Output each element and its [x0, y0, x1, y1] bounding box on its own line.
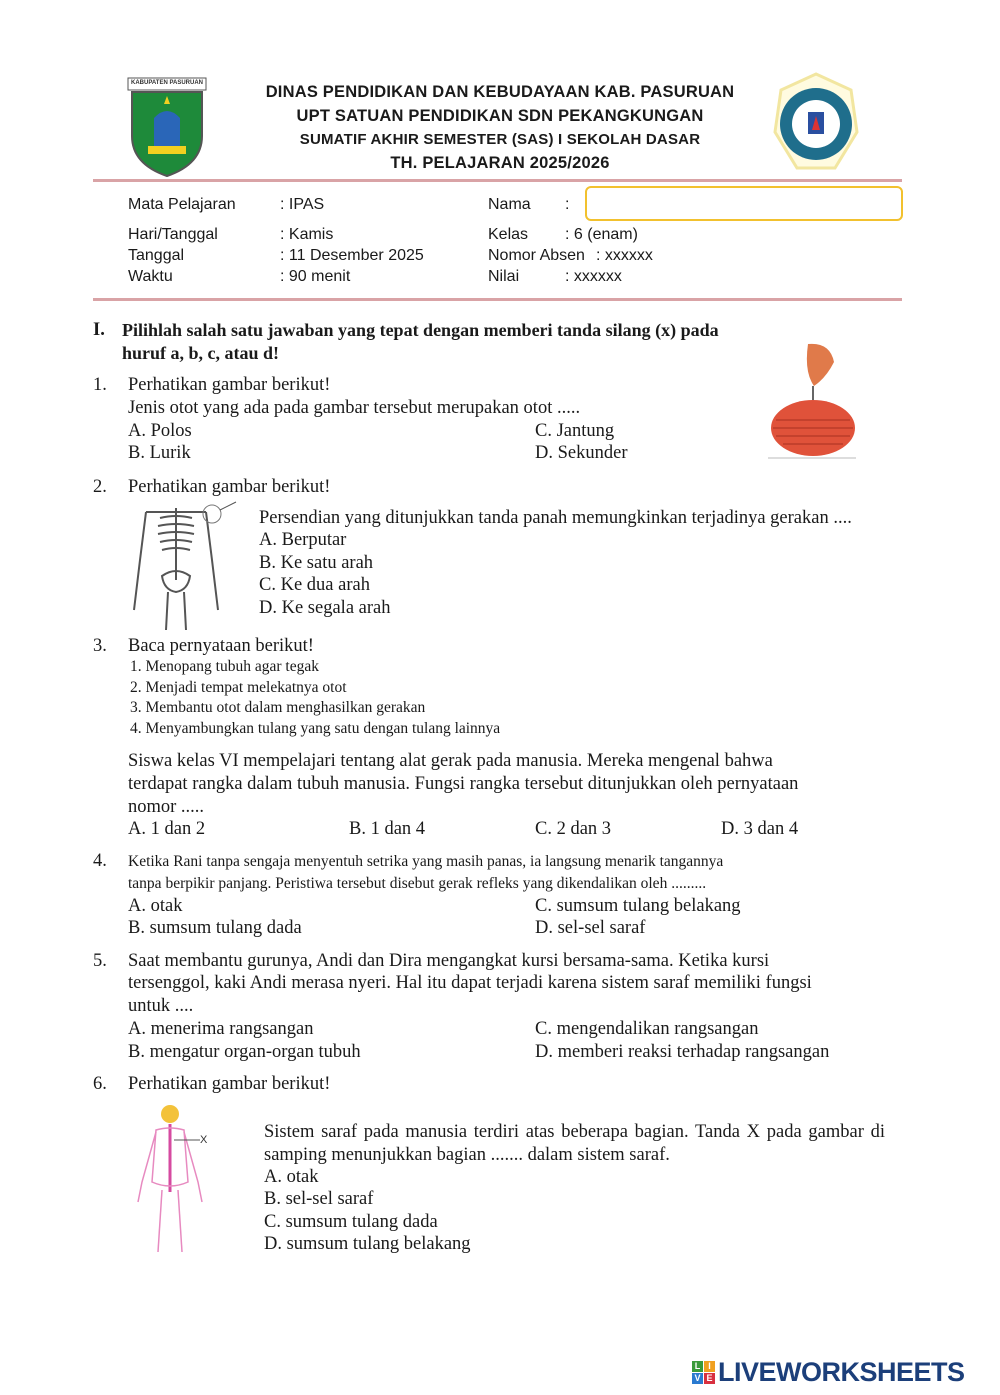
muscle-image: [768, 342, 858, 460]
q2-line: Persendian yang ditunjukkan tanda panah memungkinkan terjadinya gerakan ....: [259, 508, 852, 528]
q2-option-b[interactable]: B. Ke satu arah: [259, 553, 374, 573]
q1-option-d[interactable]: D. Sekunder: [535, 443, 628, 463]
q1-option-a[interactable]: A. Polos: [128, 421, 192, 441]
q3-statement: 3. Membantu otot dalam menghasilkan gerakan: [130, 699, 426, 716]
q1-line: Perhatikan gambar berikut!: [128, 375, 331, 395]
live-badge-icon: [692, 1361, 715, 1384]
header-line-4: TH. PELAJARAN 2025/2026: [390, 154, 610, 172]
badge-letter: I: [704, 1361, 715, 1372]
q5-option-c[interactable]: C. mengendalikan rangsangan: [535, 1019, 759, 1039]
kelas-value: : 6 (enam): [565, 226, 638, 243]
brand-name: LIVEWORKSHEETS: [718, 1357, 965, 1387]
q6-option-d[interactable]: D. sumsum tulang belakang: [264, 1234, 471, 1254]
q2-number: 2.: [93, 477, 107, 497]
nervous-system-image: [134, 1102, 218, 1258]
q3-line: Siswa kelas VI mempelajari tentang alat gerak pada manusia. Mereka mengenal bahwa: [128, 751, 773, 771]
q3-number: 3.: [93, 636, 107, 656]
hari-value: : Kamis: [280, 226, 334, 243]
section-number: I.: [93, 320, 105, 340]
q5-line: Saat membantu gurunya, Andi dan Dira mengangkat kursi bersama-sama. Ketika kursi: [128, 951, 770, 971]
nilai-value: : xxxxxx: [565, 268, 622, 285]
q1-line: Jenis otot yang ada pada gambar tersebut merupakan otot .....: [128, 398, 581, 418]
badge-letter: V: [692, 1373, 703, 1384]
q2-line: Perhatikan gambar berikut!: [128, 477, 331, 497]
q3-line: terdapat rangka dalam tubuh manusia. Fungsi rangka tersebut ditunjukkan oleh pernyataan: [128, 774, 799, 794]
tanggal-value: : 11 Desember 2025: [280, 247, 424, 264]
q2-option-c[interactable]: C. Ke dua arah: [259, 575, 370, 595]
q4-number: 4.: [93, 851, 107, 871]
q6-question-text: Sistem saraf pada manusia terdiri atas beberapa bagian. Tanda X pada gambar di samping menunjukkan bagian ....... dalam sistem saraf.: [264, 1122, 885, 1165]
header-divider: [93, 179, 902, 182]
left-logo-banner-text: KABUPATEN PASURUAN: [131, 80, 203, 86]
q5-line: untuk ....: [128, 996, 194, 1016]
q4-line: Ketika Rani tanpa sengaja menyentuh setrika yang masih panas, ia langsung menarik tangannya: [128, 853, 724, 870]
q6-option-a[interactable]: A. otak: [264, 1167, 319, 1187]
waktu-label: Waktu: [128, 268, 173, 285]
q4-line: tanpa berpikir panjang. Peristiwa tersebut disebut gerak refleks yang dikendalikan oleh .........: [128, 875, 707, 892]
info-divider: [93, 298, 902, 301]
q6-number: 6.: [93, 1074, 107, 1094]
q3-option-d[interactable]: D. 3 dan 4: [721, 819, 799, 839]
section-instruction-2: huruf a, b, c, atau d!: [122, 343, 280, 363]
nama-input[interactable]: [585, 186, 903, 221]
skeleton-image: [126, 500, 238, 632]
q5-option-d[interactable]: D. memberi reaksi terhadap rangsangan: [535, 1042, 830, 1062]
liveworksheets-logo: [692, 1357, 965, 1388]
section-instruction-1: Pilihlah salah satu jawaban yang tepat dengan memberi tanda silang (x) pada: [122, 320, 719, 340]
q3-statement: 1. Menopang tubuh agar tegak: [130, 658, 319, 675]
waktu-value: : 90 menit: [280, 268, 351, 285]
q1-option-b[interactable]: B. Lurik: [128, 443, 191, 463]
q4-option-c[interactable]: C. sumsum tulang belakang: [535, 896, 741, 916]
nama-label: Nama: [488, 196, 531, 213]
badge-letter: E: [704, 1373, 715, 1384]
q4-option-a[interactable]: A. otak: [128, 896, 183, 916]
q6-option-b[interactable]: B. sel-sel saraf: [264, 1189, 374, 1209]
header-line-1: DINAS PENDIDIKAN DAN KEBUDAYAAN KAB. PASURUAN: [265, 83, 735, 101]
mapel-value: : IPAS: [280, 196, 325, 213]
kelas-label: Kelas: [488, 226, 529, 243]
q2-option-a[interactable]: A. Berputar: [259, 530, 347, 550]
header-line-2: UPT SATUAN PENDIDIKAN SDN PEKANGKUNGAN: [296, 107, 704, 125]
tanggal-label: Tanggal: [128, 247, 185, 264]
q4-option-b[interactable]: B. sumsum tulang dada: [128, 918, 302, 938]
nama-colon: :: [565, 196, 570, 213]
q1-number: 1.: [93, 375, 107, 395]
figure-x-label: X: [200, 1134, 208, 1146]
badge-letter: L: [692, 1361, 703, 1372]
q3-option-a[interactable]: A. 1 dan 2: [128, 819, 206, 839]
q2-option-d[interactable]: D. Ke segala arah: [259, 598, 391, 618]
q3-line: nomor .....: [128, 797, 205, 817]
q4-option-d[interactable]: D. sel-sel saraf: [535, 918, 646, 938]
q3-statement: 4. Menyambungkan tulang yang satu dengan tulang lainnya: [130, 720, 501, 737]
nilai-label: Nilai: [488, 268, 520, 285]
q3-option-b[interactable]: B. 1 dan 4: [349, 819, 426, 839]
header-line-3: SUMATIF AKHIR SEMESTER (SAS) I SEKOLAH DASAR: [299, 131, 701, 148]
q1-option-c[interactable]: C. Jantung: [535, 421, 615, 441]
hari-label: Hari/Tanggal: [128, 226, 218, 243]
q3-option-c[interactable]: C. 2 dan 3: [535, 819, 612, 839]
q3-statement: 2. Menjadi tempat melekatnya otot: [130, 679, 347, 696]
q5-option-a[interactable]: A. menerima rangsangan: [128, 1019, 314, 1039]
q5-number: 5.: [93, 951, 107, 971]
mapel-label: Mata Pelajaran: [128, 196, 236, 213]
q6-option-c[interactable]: C. sumsum tulang dada: [264, 1212, 438, 1232]
absen-value: : xxxxxx: [596, 247, 653, 264]
q3-line: Baca pernyataan berikut!: [128, 636, 314, 656]
q5-option-b[interactable]: B. mengatur organ-organ tubuh: [128, 1042, 361, 1062]
q5-line: tersenggol, kaki Andi merasa nyeri. Hal itu dapat terjadi karena sistem saraf memiliki fungsi: [128, 973, 812, 993]
absen-label: Nomor Absen: [488, 247, 585, 264]
q6-line: Perhatikan gambar berikut!: [128, 1074, 331, 1094]
